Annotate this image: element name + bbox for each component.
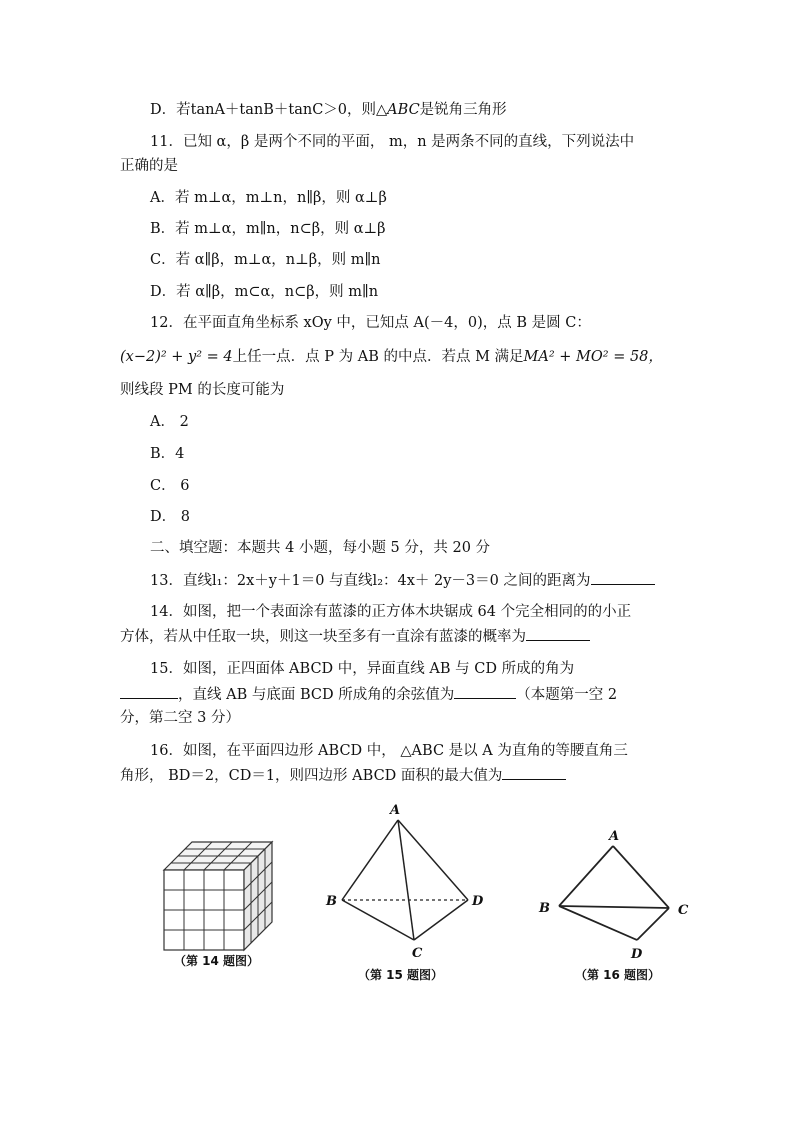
q15-stem-line1: 15．如图，正四面体 ABCD 中，异面直线 AB 与 CD 所成的角为 <box>150 661 575 677</box>
fig15-label-b: B <box>326 894 337 909</box>
fig15-label-c: C <box>412 946 423 960</box>
q12-option-c: C． 6 <box>150 478 190 494</box>
q16-stem-line2 <box>120 765 566 786</box>
q11-option-d: D．若 α∥β，m⊂α，n⊂β，则 m∥n <box>150 284 379 300</box>
q15-stem-line3: 分，第二空 3 分） <box>120 710 240 726</box>
cube-grid-diagram <box>150 820 300 970</box>
q12-condition: MA² + MO² = 58， <box>523 349 663 365</box>
q14-answer-blank[interactable] <box>526 626 590 641</box>
q14-line2-text: 方体，若从中任取一块，则这一块至多有一直涂有蓝漆的概率为 <box>120 629 526 645</box>
q10-d-tail: 是锐角三角形 <box>419 102 507 118</box>
fig16-label-b: B <box>539 901 550 916</box>
fig16-label-a: A <box>609 829 620 844</box>
q13-text: 13．直线l₁：2x＋y＋1＝0 与直线l₂：4x＋ 2y－3＝0 之间的距离为 <box>150 573 591 589</box>
fig16-label-d: D <box>631 947 643 962</box>
q10-d-label: D．若 <box>150 102 191 118</box>
q14-stem-line1: 14．如图，把一个表面涂有蓝漆的正方体木块锯成 64 个完全相同的的小正 <box>150 604 632 620</box>
tetrahedron-diagram <box>318 800 498 960</box>
q12-stem-line1: 12．在平面直角坐标系 xOy 中，已知点 A(－4，0)，点 B 是圆 C： <box>150 315 591 331</box>
section-heading-fill-in: 二、填空题：本题共 4 小题，每小题 5 分，共 20 分 <box>150 540 491 556</box>
q12-option-d: D． 8 <box>150 509 190 525</box>
fig15-label-d: D <box>472 894 484 909</box>
figure-15-caption: （第 15 题图） <box>358 968 444 982</box>
q11-option-b: B．若 m⊥α，m∥n，n⊂β，则 α⊥β <box>150 221 386 237</box>
figure-14 <box>150 820 300 970</box>
q15-answer-blank-2[interactable] <box>454 684 516 699</box>
q16-line2-text: 角形， BD＝2，CD＝1，则四边形 ABCD 面积的最大值为 <box>120 768 503 784</box>
q11-stem-line1: 11．已知 α，β 是两个不同的平面， m，n 是两条不同的直线，下列说法中 <box>150 134 635 150</box>
fig16-label-c: C <box>678 903 689 918</box>
q12-circle-equation: (x−2)² + y² = 4 <box>120 349 233 365</box>
q12-option-b: B．4 <box>150 446 185 462</box>
figure-15 <box>318 800 498 985</box>
q13-answer-blank[interactable] <box>591 570 655 585</box>
q15-answer-blank-1[interactable] <box>120 684 178 699</box>
q10-d-triangle: ABC <box>387 102 420 118</box>
quadrilateral-diagram <box>535 820 705 965</box>
q12-stem-line2-mid: 上任一点．点 P 为 AB 的中点．若点 M 满足 <box>232 349 524 365</box>
q12-option-a: A． 2 <box>150 414 189 430</box>
q12-stem-line3: 则线段 PM 的长度可能为 <box>120 382 285 398</box>
q14-stem-line2 <box>120 626 590 647</box>
q13-stem <box>150 570 655 591</box>
q15-line2-tail: （本题第一空 2 <box>516 687 618 703</box>
q15-line2-mid: ，直线 AB 与底面 BCD 所成角的余弦值为 <box>178 687 455 703</box>
q11-option-a: A．若 m⊥α，m⊥n，n∥β，则 α⊥β <box>150 190 387 206</box>
q10-d-expression: tanA＋tanB＋tanC＞0，则△ <box>190 102 388 118</box>
fig15-label-a: A <box>390 803 401 818</box>
figure-16 <box>535 820 705 985</box>
q11-option-c: C．若 α∥β，m⊥α，n⊥β，则 m∥n <box>150 252 381 268</box>
figure-16-caption: （第 16 题图） <box>575 968 661 982</box>
q12-stem-line2 <box>120 347 663 367</box>
q16-stem-line1: 16．如图，在平面四边形 ABCD 中， △ABC 是以 A 为直角的等腰直角三 <box>150 743 628 759</box>
figure-14-caption: （第 14 题图） <box>174 954 260 968</box>
q10-option-d <box>150 100 507 120</box>
q15-stem-line2 <box>120 684 617 705</box>
q16-answer-blank[interactable] <box>502 765 566 780</box>
q11-stem-line2: 正确的是 <box>120 158 178 174</box>
